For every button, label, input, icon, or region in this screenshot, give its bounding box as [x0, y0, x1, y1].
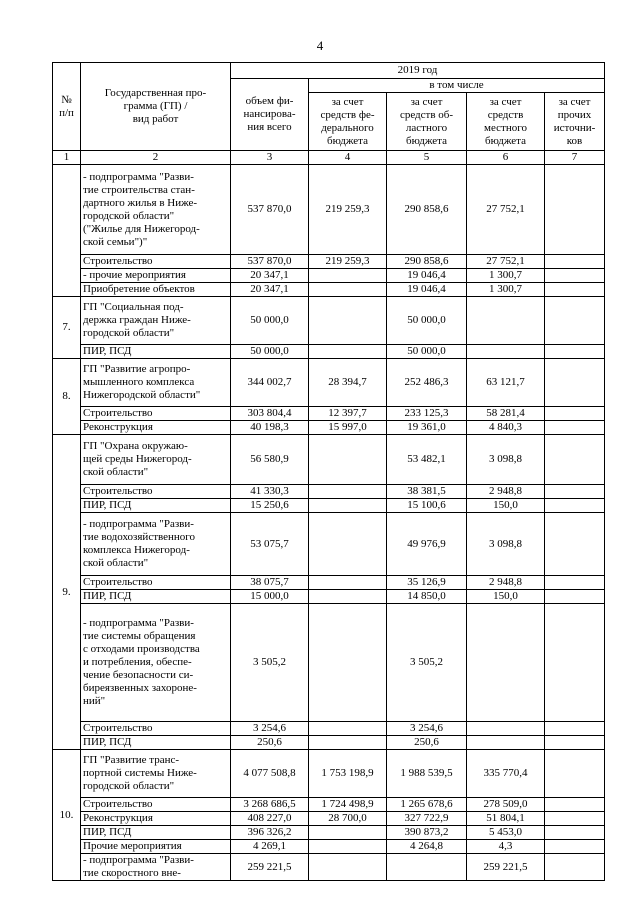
program-name: Строительство — [81, 722, 231, 736]
other-value — [545, 798, 605, 812]
program-name: ПИР, ПСД — [81, 736, 231, 750]
program-name: Реконструкция — [81, 421, 231, 435]
federal-value — [309, 722, 387, 736]
regional-value: 252 486,3 — [387, 359, 467, 407]
row-number: 9. — [53, 435, 81, 750]
row-number: 8. — [53, 359, 81, 435]
local-value — [467, 345, 545, 359]
program-name: Строительство — [81, 576, 231, 590]
regional-value: 38 381,5 — [387, 485, 467, 499]
row-number — [53, 165, 81, 297]
other-value — [545, 826, 605, 840]
total-value: 53 075,7 — [231, 513, 309, 576]
table-row — [53, 359, 605, 407]
total-value: 537 870,0 — [231, 165, 309, 255]
total-value: 50 000,0 — [231, 345, 309, 359]
program-name: - прочие мероприятия — [81, 269, 231, 283]
total-value: 20 347,1 — [231, 283, 309, 297]
header-num: № п/п — [53, 63, 81, 151]
other-value — [545, 283, 605, 297]
other-value — [545, 255, 605, 269]
table-row — [53, 165, 605, 255]
regional-value: 19 361,0 — [387, 421, 467, 435]
federal-value — [309, 604, 387, 722]
total-value: 41 330,3 — [231, 485, 309, 499]
other-value — [545, 297, 605, 345]
table-row — [53, 513, 605, 576]
page-number: 4 — [316, 38, 324, 53]
local-value: 51 804,1 — [467, 812, 545, 826]
federal-value: 1 753 198,9 — [309, 750, 387, 798]
program-name: ГП "Охрана окружаю- щей среды Нижегород- ской области" — [81, 435, 231, 485]
total-value: 303 804,4 — [231, 407, 309, 421]
local-value: 63 121,7 — [467, 359, 545, 407]
total-value: 56 580,9 — [231, 435, 309, 485]
table-row — [53, 736, 605, 750]
local-value: 58 281,4 — [467, 407, 545, 421]
federal-value: 15 997,0 — [309, 421, 387, 435]
header-total: объем фи- нансирова- ния всего — [231, 79, 309, 151]
regional-value: 3 505,2 — [387, 604, 467, 722]
budget-table — [52, 62, 605, 881]
program-name: Реконструкция — [81, 812, 231, 826]
other-value — [545, 750, 605, 798]
program-name: - подпрограмма "Разви- тие строительства стан- дартного жилья в Ниже- городской области" ("Жилье для Нижегород- ской семьи")" — [81, 165, 231, 255]
table-row — [53, 840, 605, 854]
other-value — [545, 359, 605, 407]
federal-value — [309, 345, 387, 359]
local-value: 150,0 — [467, 499, 545, 513]
other-value — [545, 499, 605, 513]
federal-value: 219 259,3 — [309, 165, 387, 255]
table-row — [53, 576, 605, 590]
row-number: 10. — [53, 750, 81, 881]
program-name: ГП "Социальная под- держка граждан Ниже- городской области" — [81, 297, 231, 345]
other-value — [545, 269, 605, 283]
federal-value — [309, 435, 387, 485]
regional-value: 250,6 — [387, 736, 467, 750]
federal-value — [309, 485, 387, 499]
regional-value: 4 264,8 — [387, 840, 467, 854]
program-name: ПИР, ПСД — [81, 590, 231, 604]
regional-value: 50 000,0 — [387, 345, 467, 359]
regional-value: 14 850,0 — [387, 590, 467, 604]
local-value — [467, 297, 545, 345]
table-body — [53, 165, 605, 881]
regional-value — [387, 854, 467, 881]
regional-value: 19 046,4 — [387, 269, 467, 283]
header-program: Государственная про- грамма (ГП) / вид работ — [81, 63, 231, 151]
total-value: 20 347,1 — [231, 269, 309, 283]
program-name: Строительство — [81, 798, 231, 812]
table-row — [53, 826, 605, 840]
total-value: 50 000,0 — [231, 297, 309, 345]
federal-value — [309, 840, 387, 854]
header-local: за счет средств местного бюджета — [467, 93, 545, 151]
other-value — [545, 407, 605, 421]
table-row — [53, 269, 605, 283]
local-value — [467, 736, 545, 750]
federal-value: 12 397,7 — [309, 407, 387, 421]
federal-value: 28 700,0 — [309, 812, 387, 826]
program-name: - подпрограмма "Разви- тие скоростного вне- — [81, 854, 231, 881]
federal-value: 1 724 498,9 — [309, 798, 387, 812]
other-value — [545, 513, 605, 576]
local-value: 27 752,1 — [467, 255, 545, 269]
other-value — [545, 576, 605, 590]
total-value: 259 221,5 — [231, 854, 309, 881]
total-value: 344 002,7 — [231, 359, 309, 407]
regional-value: 35 126,9 — [387, 576, 467, 590]
program-name: Строительство — [81, 485, 231, 499]
regional-value: 290 858,6 — [387, 165, 467, 255]
other-value — [545, 736, 605, 750]
total-value: 40 198,3 — [231, 421, 309, 435]
table-row — [53, 722, 605, 736]
local-value: 27 752,1 — [467, 165, 545, 255]
header-other: за счет прочих источни- ков — [545, 93, 605, 151]
federal-value — [309, 576, 387, 590]
program-name: Прочие мероприятия — [81, 840, 231, 854]
local-value: 2 948,8 — [467, 485, 545, 499]
header-federal: за счет средств фе- дерального бюджета — [309, 93, 387, 151]
other-value — [545, 165, 605, 255]
table-row — [53, 297, 605, 345]
federal-value — [309, 513, 387, 576]
table-row — [53, 750, 605, 798]
total-value: 396 326,2 — [231, 826, 309, 840]
regional-value: 290 858,6 — [387, 255, 467, 269]
other-value — [545, 345, 605, 359]
program-name: ГП "Развитие агропро- мышленного комплекса Нижегородской области" — [81, 359, 231, 407]
local-value: 4,3 — [467, 840, 545, 854]
table-row — [53, 485, 605, 499]
other-value — [545, 722, 605, 736]
local-value: 3 098,8 — [467, 513, 545, 576]
other-value — [545, 812, 605, 826]
total-value: 537 870,0 — [231, 255, 309, 269]
regional-value: 233 125,3 — [387, 407, 467, 421]
local-value: 4 840,3 — [467, 421, 545, 435]
program-name: - подпрограмма "Разви- тие системы обращения с отходами производства и потребления, обеспе- чение безопасности си- биреязвенных захороне- ний" — [81, 604, 231, 722]
total-value: 4 269,1 — [231, 840, 309, 854]
table-row — [53, 590, 605, 604]
federal-value — [309, 283, 387, 297]
other-value — [545, 421, 605, 435]
regional-value: 1 988 539,5 — [387, 750, 467, 798]
program-name: - подпрограмма "Разви- тие водохозяйственного комплекса Нижегород- ской области" — [81, 513, 231, 576]
colnum: 4 — [309, 151, 387, 165]
table-row — [53, 798, 605, 812]
local-value: 1 300,7 — [467, 269, 545, 283]
federal-value — [309, 826, 387, 840]
local-value: 3 098,8 — [467, 435, 545, 485]
program-name: ГП "Развитие транс- портной системы Ниже- городской области" — [81, 750, 231, 798]
table-row — [53, 421, 605, 435]
total-value: 15 000,0 — [231, 590, 309, 604]
table-row — [53, 283, 605, 297]
colnum: 1 — [53, 151, 81, 165]
other-value — [545, 840, 605, 854]
other-value — [545, 854, 605, 881]
local-value: 278 509,0 — [467, 798, 545, 812]
regional-value: 50 000,0 — [387, 297, 467, 345]
header-year: 2019 год — [231, 63, 605, 79]
total-value: 3 254,6 — [231, 722, 309, 736]
table-row — [53, 255, 605, 269]
other-value — [545, 590, 605, 604]
local-value: 1 300,7 — [467, 283, 545, 297]
table-row — [53, 812, 605, 826]
total-value: 3 268 686,5 — [231, 798, 309, 812]
other-value — [545, 435, 605, 485]
regional-value: 1 265 678,6 — [387, 798, 467, 812]
total-value: 408 227,0 — [231, 812, 309, 826]
program-name: Строительство — [81, 407, 231, 421]
local-value: 335 770,4 — [467, 750, 545, 798]
regional-value: 327 722,9 — [387, 812, 467, 826]
program-name: Строительство — [81, 255, 231, 269]
local-value — [467, 604, 545, 722]
local-value: 5 453,0 — [467, 826, 545, 840]
federal-value — [309, 499, 387, 513]
total-value: 38 075,7 — [231, 576, 309, 590]
other-value — [545, 604, 605, 722]
table-row — [53, 604, 605, 722]
table-row — [53, 345, 605, 359]
total-value: 15 250,6 — [231, 499, 309, 513]
colnum: 6 — [467, 151, 545, 165]
federal-value: 28 394,7 — [309, 359, 387, 407]
federal-value — [309, 736, 387, 750]
colnum: 2 — [81, 151, 231, 165]
local-value: 259 221,5 — [467, 854, 545, 881]
regional-value: 3 254,6 — [387, 722, 467, 736]
regional-value: 15 100,6 — [387, 499, 467, 513]
local-value — [467, 722, 545, 736]
local-value: 150,0 — [467, 590, 545, 604]
federal-value — [309, 854, 387, 881]
table-row — [53, 407, 605, 421]
total-value: 4 077 508,8 — [231, 750, 309, 798]
regional-value: 390 873,2 — [387, 826, 467, 840]
regional-value: 53 482,1 — [387, 435, 467, 485]
colnum: 7 — [545, 151, 605, 165]
federal-value: 219 259,3 — [309, 255, 387, 269]
row-number: 7. — [53, 297, 81, 359]
header-regional: за счет средств об- ластного бюджета — [387, 93, 467, 151]
federal-value — [309, 269, 387, 283]
program-name: ПИР, ПСД — [81, 499, 231, 513]
table-row — [53, 435, 605, 485]
colnum: 5 — [387, 151, 467, 165]
program-name: ПИР, ПСД — [81, 826, 231, 840]
table-row — [53, 499, 605, 513]
federal-value — [309, 590, 387, 604]
other-value — [545, 485, 605, 499]
total-value: 250,6 — [231, 736, 309, 750]
total-value: 3 505,2 — [231, 604, 309, 722]
regional-value: 49 976,9 — [387, 513, 467, 576]
program-name: Приобретение объектов — [81, 283, 231, 297]
header-incl: в том числе — [309, 79, 605, 93]
federal-value — [309, 297, 387, 345]
colnum: 3 — [231, 151, 309, 165]
local-value: 2 948,8 — [467, 576, 545, 590]
regional-value: 19 046,4 — [387, 283, 467, 297]
table-row — [53, 854, 605, 881]
program-name: ПИР, ПСД — [81, 345, 231, 359]
